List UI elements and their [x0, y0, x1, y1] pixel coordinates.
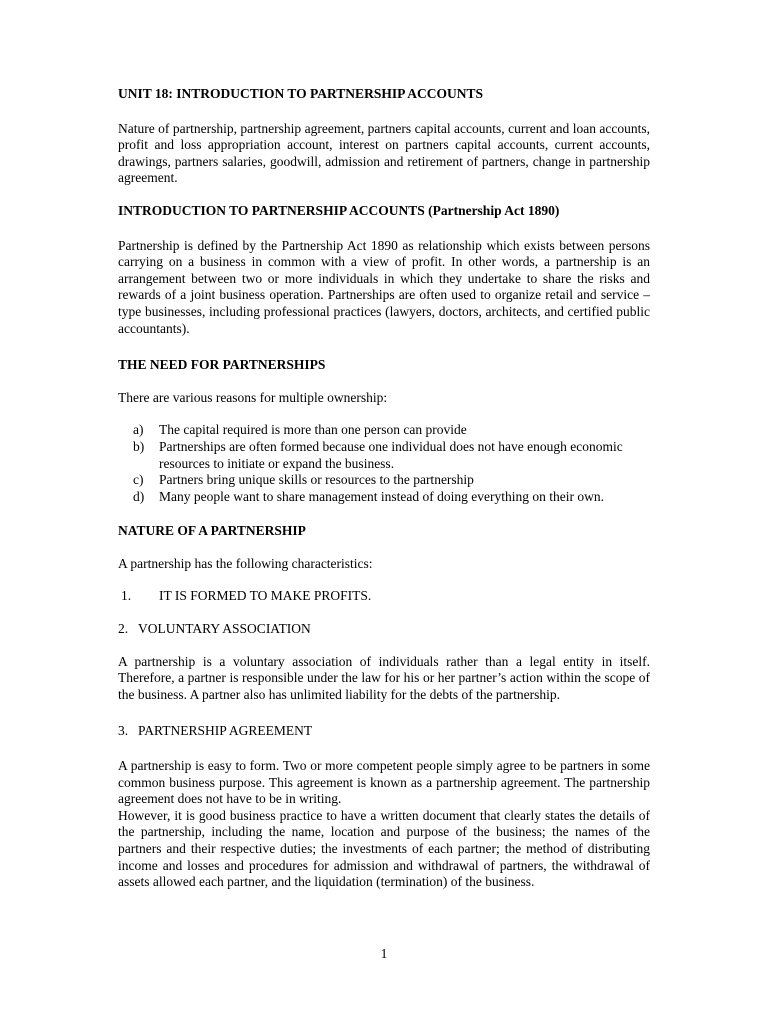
voluntary-association-paragraph: A partnership is a voluntary association of individuals rather than a legal entity in itself. Therefore, a partner is responsible under the law for his or her partner’s action within the scope of the business. A partner also has unlimited liability for the debts of the partnership.: [118, 653, 650, 702]
list-item: [118, 489, 650, 506]
list-marker: c): [133, 472, 144, 488]
list-item-text: The capital required is more than one person can provide: [159, 422, 467, 438]
section-heading-nature: NATURE OF A PARTNERSHIP: [118, 523, 306, 539]
list-item: [118, 422, 650, 439]
nature-lead-text: A partnership has the following characteristics:: [118, 555, 373, 571]
need-lead-text: There are various reasons for multiple ownership:: [118, 389, 388, 405]
list-marker: a): [133, 422, 144, 438]
characteristic-text: PARTNERSHIP AGREEMENT: [138, 723, 313, 739]
characteristic-1-heading: [118, 588, 650, 605]
list-item-text: Partnerships are often formed because one individual does not have enough economic resources to initiate or expand the business.: [159, 438, 623, 471]
characteristic-marker: 3.: [118, 723, 129, 739]
characteristic-2-heading: [118, 621, 650, 638]
list-item-text: Partners bring unique skills or resources to the partnership: [159, 472, 474, 488]
list-item: [118, 472, 650, 489]
list-item: [118, 439, 650, 472]
partnership-agreement-paragraph-2: However, it is good business practice to have a written document that clearly states the details of the partnership, including the name, location and purpose of the business; the names of the partners and their respective duties; the investments of each partner; the method of distributing income and losses and procedures for admission and withdrawal of partners, the withdrawal of assets allowed each partner, and the liquidation (termination) of the business.: [118, 807, 650, 890]
list-item-text: Many people want to share management instead of doing everything on their own.: [159, 488, 605, 504]
characteristic-text: IT IS FORMED TO MAKE PROFITS.: [159, 588, 372, 604]
characteristic-text: VOLUNTARY ASSOCIATION: [138, 621, 311, 637]
introduction-paragraph: Partnership is defined by the Partnership Act 1890 as relationship which exists between persons carrying on a business in common with a view of profit. In other words, a partnership is an arrangement between two or more individuals in which they undertake to share the risks and rewards of a joint business operation. Partnerships are often used to organize retail and service – type businesses, including professional practices (lawyers, doctors, architects, and certified public accountants).: [118, 237, 650, 336]
reasons-list: [118, 422, 650, 505]
characteristic-marker: 2.: [118, 621, 129, 637]
intro-paragraph: Nature of partnership, partnership agreement, partners capital accounts, current and loan accounts, profit and loss appropriation account, interest on partners capital accounts, current accounts, drawings, partners salaries, goodwill, admission and retirement of partners, change in partnership agreement.: [118, 120, 650, 186]
list-marker: d): [133, 488, 145, 504]
page-number: 1: [380, 946, 388, 961]
section-heading-need: THE NEED FOR PARTNERSHIPS: [118, 357, 326, 373]
list-marker: b): [133, 438, 145, 454]
characteristic-3-heading: [118, 723, 650, 740]
unit-title: UNIT 18: INTRODUCTION TO PARTNERSHIP ACCOUNTS: [118, 86, 483, 101]
partnership-agreement-paragraph-1: A partnership is easy to form. Two or more competent people simply agree to be partners in some common business purpose. This agreement is known as a partnership agreement. The partnership agreement does not have to be in writing.: [118, 758, 650, 807]
section-heading-introduction: INTRODUCTION TO PARTNERSHIP ACCOUNTS (Partnership Act 1890): [118, 202, 560, 218]
characteristic-marker: 1.: [121, 588, 132, 604]
